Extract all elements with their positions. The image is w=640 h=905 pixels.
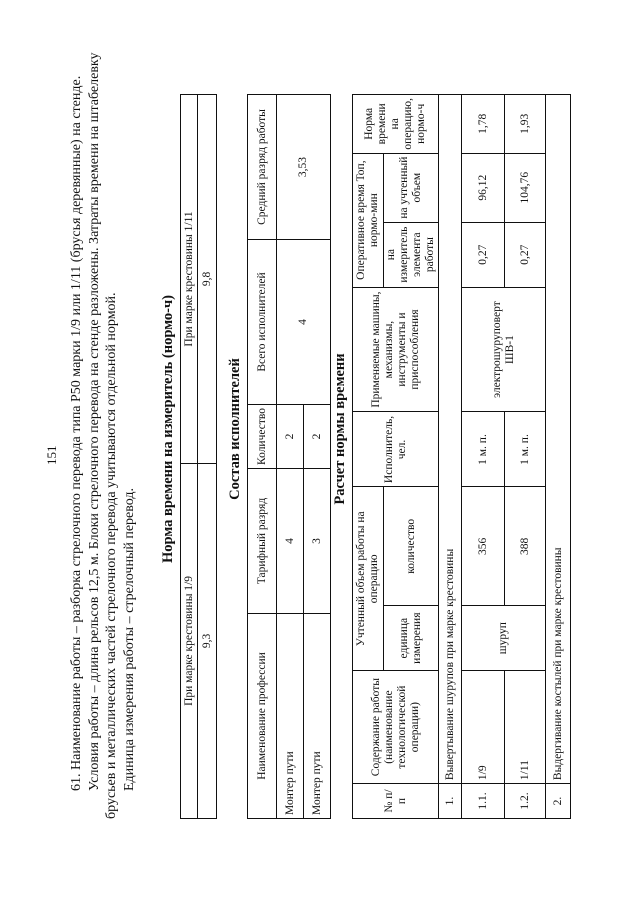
calc-header-content: Содержание работы (наименование технологической операции): [353, 671, 439, 784]
norm-table: [180, 94, 217, 819]
calc-header-qty: количество: [384, 487, 439, 606]
calc-row-1-1-norm: 1,78: [462, 95, 505, 154]
calc-row-1-2-norm: 1,93: [505, 95, 546, 154]
calc-row-1-section: Вывертывание шурупов при марке крестовины: [439, 95, 462, 784]
calc-shared-machine: электрошуруповерт ШВ-1: [462, 287, 546, 412]
staff-header-avg: Средний разряд работы: [248, 95, 277, 240]
staff-header-profession: Наименование профессии: [248, 614, 277, 819]
calc-row-1-1-qty: 356: [462, 487, 505, 606]
calc-row-1-1-per-unit: 0,27: [462, 222, 505, 287]
staff-count-2: 2: [304, 405, 331, 469]
calc-header-per-unit: на измеритель элемента работы: [384, 222, 439, 287]
staff-grade-2: 3: [304, 469, 331, 614]
calc-row-1-1-name: 1/9: [462, 671, 505, 784]
staff-table: [247, 94, 331, 819]
norm-header-1-11: При марке крестовины 1/11: [181, 95, 198, 464]
calc-row-2-num: 2.: [546, 784, 571, 819]
norm-header-1-9: При марке крестовины 1/9: [181, 463, 198, 818]
calc-header-volume: Учтенный объем работы на операцию: [353, 487, 384, 671]
staff-header-total: Всего исполнителей: [248, 240, 277, 405]
staff-profession-1: Монтер пути: [277, 614, 304, 819]
calc-header-optime: Оперативное время Топ, нормо-мин: [353, 153, 384, 287]
norm-value-1-11: 9,8: [198, 95, 217, 464]
page-number: 151: [44, 445, 59, 465]
calc-header-norm: Норма времени на операцию, нормо-ч: [353, 95, 439, 154]
staff-count-1: 2: [277, 405, 304, 469]
measure-unit: Единица измерения работы – стрелочный перевод.: [121, 488, 137, 791]
work-conditions: Условия работы – длина рельсов 12,5 м. Блоки стрелочного перевода на стенде разложены. Затраты времени на штабелевку брусьев и металлических частей стрелочного перевода учитываются отдельной нормой.: [86, 52, 119, 819]
staff-avg-grade: 3,53: [277, 95, 331, 240]
calc-row-1-1-per-volume: 96,12: [462, 153, 505, 222]
calc-table: [352, 94, 571, 819]
norm-value-1-9: 9,3: [198, 463, 217, 818]
staff-grade-1: 4: [277, 469, 304, 614]
calc-row-1-num: 1.: [439, 784, 462, 819]
calc-row-1-2-num: 1.2.: [505, 784, 546, 819]
calc-header-per-volume: на учтенный объем: [384, 153, 439, 222]
staff-profession-2: Монтер пути: [304, 614, 331, 819]
calc-shared-unit: шуруп: [462, 606, 546, 671]
norm-title: Норма времени на измеритель (нормо-ч): [160, 295, 176, 563]
calc-row-2-section: Выдергивание костылей при марке крестовины: [546, 95, 571, 784]
calc-row-1-2-name: 1/11: [505, 671, 546, 784]
work-title: 61. Наименование работы – разборка стрелочного перевода типа Р50 марки 1/9 или 1/11 (брусья деревянные) на стенде.: [69, 75, 84, 791]
calc-row-1-1-num: 1.1.: [462, 784, 505, 819]
calc-header-executor: Исполнитель, чел.: [353, 412, 439, 487]
calc-header-num: № п/п: [353, 784, 439, 819]
calc-row-1-1-executor: 1 м. п.: [462, 412, 505, 487]
staff-title: Состав исполнителей: [227, 358, 243, 500]
calc-header-unit: единица измерения: [384, 606, 439, 671]
calc-row-1-2-per-unit: 0,27: [505, 222, 546, 287]
staff-header-grade: Тарифный разряд: [248, 469, 277, 614]
calc-title: Расчет нормы времени: [332, 353, 348, 505]
calc-header-machines: Применяемые машины, механизмы, инструменты и приспособления: [353, 287, 439, 412]
calc-row-1-2-qty: 388: [505, 487, 546, 606]
intro-text: [68, 39, 138, 819]
staff-total: 4: [277, 240, 331, 405]
calc-row-1-2-executor: 1 м. п.: [505, 412, 546, 487]
calc-row-1-2-per-volume: 104,76: [505, 153, 546, 222]
staff-header-count: Количество: [248, 405, 277, 469]
